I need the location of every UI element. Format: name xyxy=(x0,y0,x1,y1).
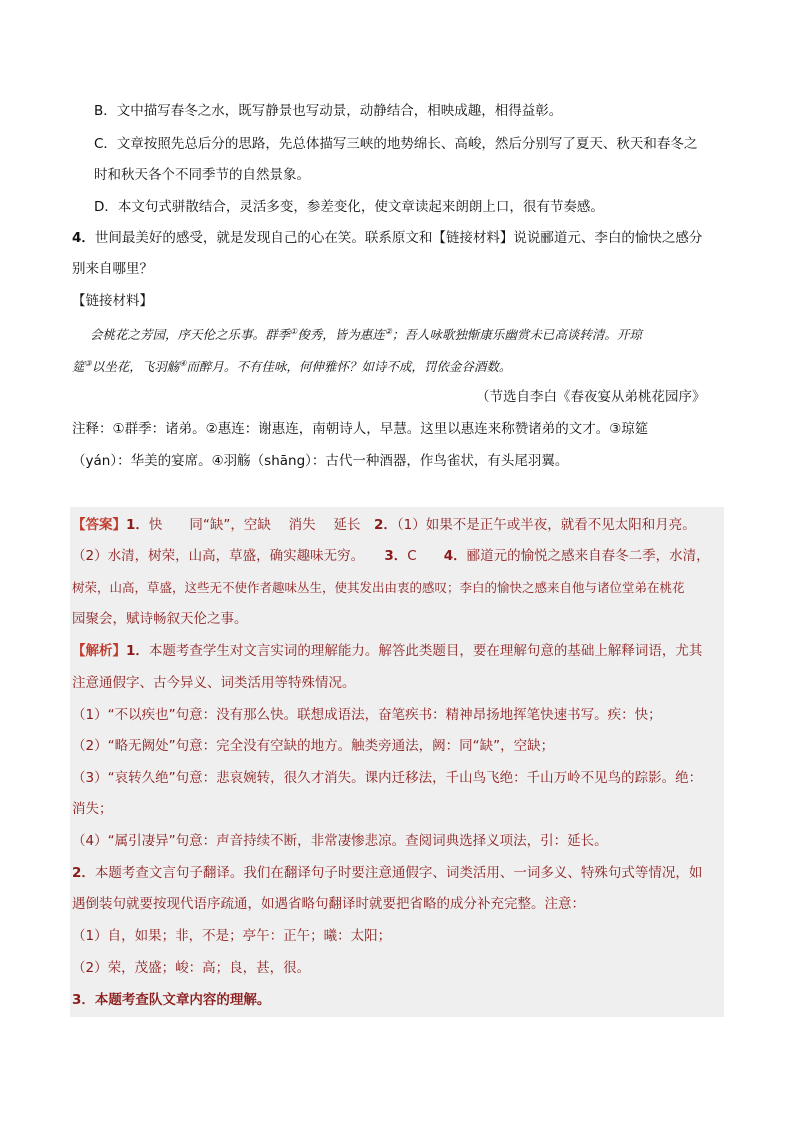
note-mark-1: ① xyxy=(290,327,298,336)
answer-1-items: 快 同“缺”，空缺 消失 延长 xyxy=(148,517,374,533)
analysis-point-1: （1）“不以疾也”句意：没有那么快。联想成语法，奋笔疾书：精神昂扬地挥笔快速书写。疾：快； xyxy=(72,707,662,723)
answer-2-text-2: （2）水清，树荣，山高，草盛，确实趣味无穷。 xyxy=(72,548,385,564)
analysis-line-2: 注意通假字、古今异义、词类活用等特殊情况。 xyxy=(72,675,356,691)
analysis-line-1 xyxy=(72,641,702,661)
answer-line-3: 树荣，山高，草盛，这些无不使作者趣味丛生，使其发出由衷的感叹；李白的愉快之感来自他与诸位堂弟在桃花 xyxy=(72,580,685,595)
passage-text: ；吾人咏歌独惭康乐幽赏未已高谈转清。开琼 xyxy=(391,327,642,343)
passage-line-2 xyxy=(72,354,511,377)
analysis-2-line-1 xyxy=(72,863,702,883)
answer-1-number: 1． xyxy=(126,517,149,533)
question-4-line-2: 别来自哪里？ xyxy=(72,261,153,277)
analysis-point-3a: （3）“哀转久绝”句意：悲哀婉转，很久才消失。课内迁移法，千山鸟飞绝：千山万岭不见鸟的踪影。绝： xyxy=(72,770,703,786)
passage-source: （节选自李白《春夜宴从弟桃花园序》 xyxy=(476,389,706,405)
option-b: B．文中描写春冬之水，既写静景也写动景，动静结合，相映成趣，相得益彰。 xyxy=(94,103,563,119)
answer-2-text: （1）如果不是正午或半夜，就看不见太阳和月亮。 xyxy=(396,517,696,533)
answer-line-4: 园聚会，赋诗畅叙天伦之事。 xyxy=(72,611,248,627)
question-4-line-1 xyxy=(72,228,702,248)
analysis-2-text: 本题考查文言句子翻译。我们在翻译句子时要注意通假字、词类活用、一词多义、特殊句式等情况，如 xyxy=(94,865,703,881)
answer-3-number: 3． xyxy=(384,548,408,564)
note-mark-3: ③ xyxy=(84,359,92,368)
analysis-point-3b: 消失； xyxy=(72,801,113,817)
answer-3-text: C xyxy=(407,548,444,564)
analysis-2-number: 2． xyxy=(72,865,95,881)
analysis-label: 【解析】 xyxy=(72,643,126,659)
passage-text: 以坐花，飞羽觞 xyxy=(91,359,180,375)
analysis-2-line-2: 遇倒装句就要按现代语序疏通，如遇省略句翻译时就要把省略的成分补充完整。注意： xyxy=(72,896,585,912)
analysis-3-number: 3． xyxy=(72,992,95,1008)
notes-line-2: （yán）：华美的宴席。④羽觞（shāng）：古代一种酒器，作鸟雀状，有头尾羽翼。 xyxy=(72,453,569,469)
analysis-1-text: 本题考查学生对文言实词的理解能力。解答此类题目，要在理解句意的基础上解释词语，尤其 xyxy=(148,643,703,659)
passage-text: 而醉月。不有佳咏，何伸雅怀？如诗不成，罚依金谷酒数。 xyxy=(186,359,512,375)
passage-text: 筵 xyxy=(72,359,85,375)
option-d: D．本文句式骈散结合，灵活多变，参差变化，使文章读起来朗朗上口，很有节奏感。 xyxy=(94,199,604,215)
answer-2-number: 2． xyxy=(373,517,397,533)
question-4-text: 世间最美好的感受，就是发现自己的心在笑。联系原文和【链接材料】说说郦道元、李白的愉快之感分 xyxy=(94,230,703,246)
answer-label: 【答案】 xyxy=(72,517,126,533)
passage-text: 会桃花之芳园，序天伦之乐事。群季 xyxy=(90,327,291,343)
link-material-label: 【链接材料】 xyxy=(72,293,153,309)
analysis-point-4: （4）“属引凄异”句意：声音持续不断，非常凄惨悲凉。查阅词典选择义项法，引：延长。 xyxy=(72,833,608,849)
note-mark-2: ② xyxy=(384,327,392,336)
answer-4-text: 郦道元的愉悦之感来自春冬二季，水清， xyxy=(466,548,710,564)
answer-line-2 xyxy=(72,546,710,566)
note-mark-4: ④ xyxy=(179,359,187,368)
analysis-2-point-2: （2）荣，茂盛；峻：高；良，甚，很。 xyxy=(72,960,311,976)
passage-text: 俊秀，皆为惠连 xyxy=(297,327,385,343)
passage-line-1 xyxy=(90,322,642,345)
analysis-3-line xyxy=(72,990,270,1010)
analysis-2-point-1: （1）自，如果；非，不是；亭午：正午；曦：太阳； xyxy=(72,928,392,944)
analysis-1-number: 1． xyxy=(126,643,149,659)
option-c-line-2: 时和秋天各个不同季节的自然景象。 xyxy=(94,167,310,183)
notes-line-1: 注释：①群季：诸弟。②惠连：谢惠连，南朝诗人，早慧。这里以惠连来称赞诸弟的文才。③琼筵 xyxy=(72,421,649,437)
analysis-point-2: （2）“略无阙处”句意：完全没有空缺的地方。触类旁通法，阙：同“缺”，空缺； xyxy=(72,738,555,754)
question-4-number: 4． xyxy=(72,230,95,246)
analysis-3-text: 本题考查队文章内容的理解。 xyxy=(94,992,271,1008)
option-c-line-1: C．文章按照先总后分的思路，先总体描写三峡的地势绵长、高峻，然后分别写了夏天、秋天和春冬之 xyxy=(94,136,698,152)
answer-4-number: 4． xyxy=(443,548,467,564)
answer-line-1 xyxy=(72,515,696,535)
